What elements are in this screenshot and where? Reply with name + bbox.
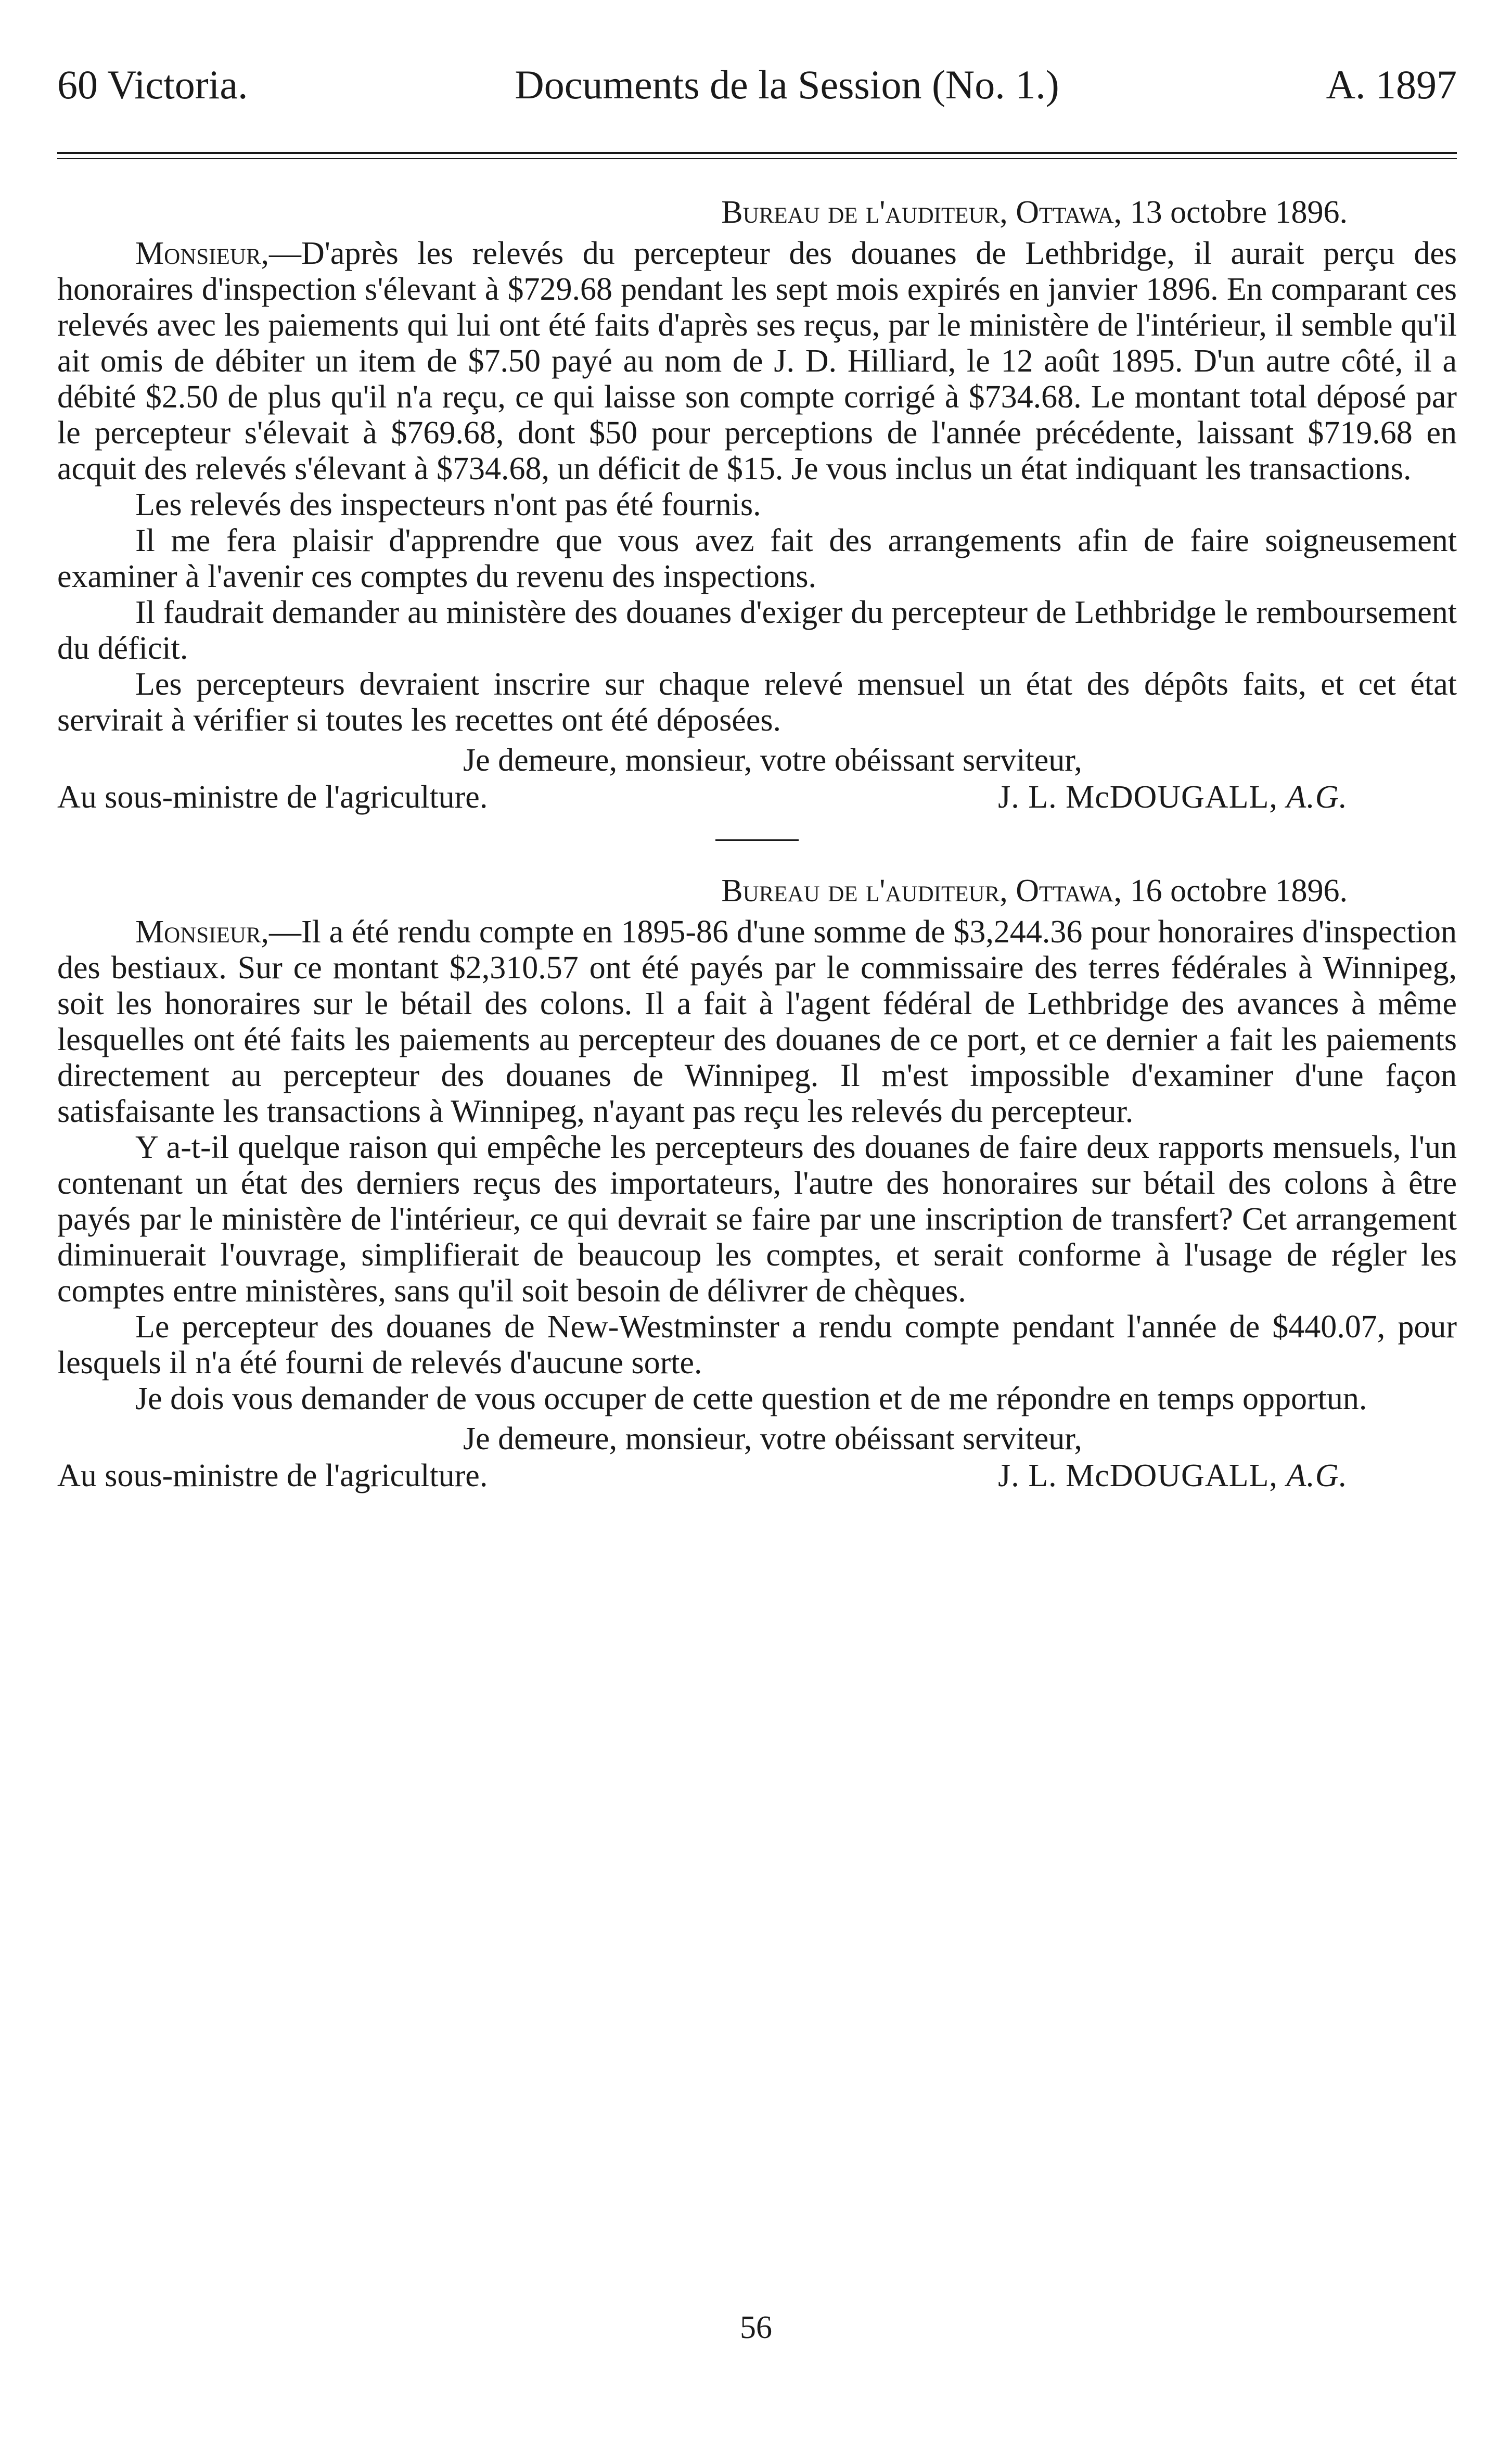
running-header xyxy=(57,62,1457,120)
letter-2-dateline xyxy=(57,873,1457,909)
letter-2-paragraph: Je dois vous demander de vous occuper de cette question et de me répondre en temps opportun. xyxy=(135,1381,1367,1416)
letter-1-office: Bureau de l'auditeur, Ottawa, xyxy=(721,195,1122,230)
letter-2-recipient: Au sous-ministre de l'agriculture. xyxy=(57,1458,488,1493)
letter-2-paragraph: Monsieur,—Il a été rendu compte en 1895-86 d'une somme de $3,244.36 pour honoraires d'inspection des bestiaux. Sur ce montant $2,310.57 ont été payés par le commissaire des terres fédérales à Winnipeg, soit les honoraires sur le bétail des colons. Il a fait à l'agent fédéral de Lethbridge des avances à même lesquelles ont été faits les paiements au percepteur des douanes de ce port, et ce dernier a fait les paiements directement au percepteur des douanes de Winnipeg. Il m'est impossible d'examiner d'une façon satisfaisante les transactions à Winnipeg, n'ayant pas reçu les relevés du percepteur. xyxy=(57,914,1457,1129)
letter-2-paragraph: Y a-t-il quelque raison qui empêche les percepteurs des douanes de faire deux rapports mensuels, l'un contenant un état des derniers reçus des importateurs, l'autre des honoraires sur bétail des colons à être payés par le ministère de l'intérieur, ce qui devrait se faire par une inscription de transfert? Cet arrangement diminuerait l'ouvrage, simplifierait de beaucoup les comptes, et serait conforme à l'usage de régler les comptes entre ministères, sans qu'il soit besoin de délivrer de chèques. xyxy=(57,1130,1457,1309)
letter-1-salutation: Monsieur, xyxy=(135,236,269,271)
letter-2-date: 16 octobre 1896. xyxy=(1130,873,1348,909)
document-page xyxy=(57,62,1457,1494)
letter-2-signature-line xyxy=(57,1458,1457,1494)
letter-1-paragraph: Les relevés des inspecteurs n'ont pas été fournis. xyxy=(135,487,761,522)
letter-1-signature-line xyxy=(57,780,1457,815)
letter-1 xyxy=(57,195,1457,815)
letter-1-dateline xyxy=(57,195,1457,231)
letter-1-signature-title: A.G. xyxy=(1286,780,1348,815)
letter-1-paragraph: Les percepteurs devraient inscrire sur chaque relevé mensuel un état des dépôts faits, et cet état servirait à vérifier si toutes les recettes ont été déposées. xyxy=(57,667,1457,738)
letter-1-paragraph: Monsieur,—D'après les relevés du percepteur des douanes de Lethbridge, il aurait perçu des honoraires d'inspection s'élevant à $729.68 pendant les sept mois expirés en janvier 1896. En comparant ces relevés avec les paiements qui lui ont été faits d'après ses reçus, par le ministère de l'intérieur, il semble qu'il ait omis de débiter un item de $7.50 payé au nom de J. D. Hilliard, le 12 août 1895. D'un autre côté, il a débité $2.50 de plus qu'il n'a reçu, ce qui laisse son compte corrigé à $734.68. Le montant total déposé par le percepteur s'élevait à $769.68, dont $50 pour perceptions de l'année précédente, laissant $719.68 en acquit des relevés s'élevant à $734.68, un déficit de $15. Je vous inclus un état indiquant les transactions. xyxy=(57,236,1457,487)
header-volume: 60 Victoria. xyxy=(57,62,248,107)
letter-1-closing: Je demeure, monsieur, votre obéissant serviteur, xyxy=(463,743,1082,778)
letter-separator xyxy=(715,839,799,841)
letter-2 xyxy=(57,873,1457,1494)
letter-2-office: Bureau de l'auditeur, Ottawa, xyxy=(721,873,1122,909)
header-title: Documents de la Session (No. 1.) xyxy=(515,62,1059,107)
page-number: 56 xyxy=(740,2310,772,2345)
header-rule xyxy=(57,152,1457,159)
letter-2-signature: J. L. McDOUGALL, A.G. xyxy=(998,1458,1348,1493)
letter-1-paragraph: Il faudrait demander au ministère des douanes d'exiger du percepteur de Lethbridge le remboursement du déficit. xyxy=(57,595,1457,666)
letter-1-signature: J. L. McDOUGALL, A.G. xyxy=(998,780,1348,815)
letter-2-paragraph: Le percepteur des douanes de New-Westminster a rendu compte pendant l'année de $440.07, pour lesquels il n'a été fourni de relevés d'aucune sorte. xyxy=(57,1309,1457,1381)
letter-1-recipient: Au sous-ministre de l'agriculture. xyxy=(57,780,488,815)
letter-1-date: 13 octobre 1896. xyxy=(1130,195,1348,230)
letter-2-salutation: Monsieur, xyxy=(135,914,269,950)
letter-1-paragraph: Il me fera plaisir d'apprendre que vous avez fait des arrangements afin de faire soigneusement examiner à l'avenir ces comptes du revenu des inspections. xyxy=(57,523,1457,594)
letter-2-signature-title: A.G. xyxy=(1286,1458,1348,1493)
letter-2-closing: Je demeure, monsieur, votre obéissant serviteur, xyxy=(463,1421,1082,1457)
header-year: A. 1897 xyxy=(1326,62,1457,107)
